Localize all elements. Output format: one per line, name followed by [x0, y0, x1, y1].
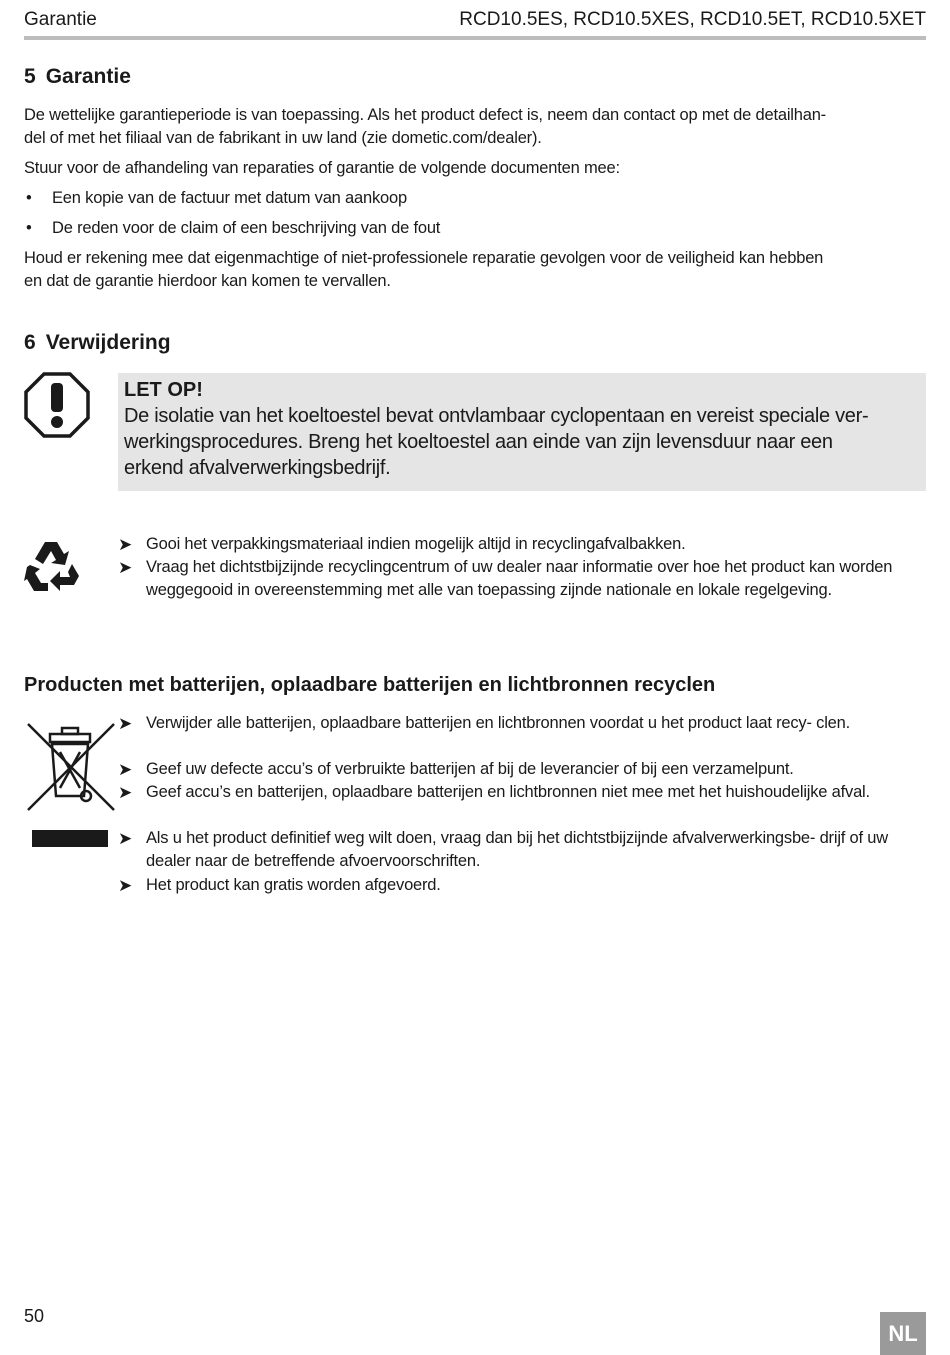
paragraph-line: en dat de garantie hierdoor kan komen te vervallen. — [24, 272, 391, 290]
page-number: 50 — [24, 1306, 45, 1326]
section-number: 5 — [24, 65, 36, 88]
page-header — [24, 8, 926, 32]
arrow-bullet-icon: ➤ — [118, 760, 133, 779]
paragraph-line: Houd er rekening mee dat eigenmachtige of niet-professionele reparatie gevolgen voor de veiligheid kan hebben — [24, 249, 824, 267]
arrow-bullet-icon: ➤ — [118, 558, 133, 577]
header-model-list: RCD10.5ES, RCD10.5XES, RCD10.5ET, RCD10.5XET — [459, 9, 926, 30]
bullet-marker: • — [26, 189, 32, 207]
list-item-text: Het product kan gratis worden afgevoerd. — [146, 876, 441, 894]
arrow-bullet-icon: ➤ — [118, 829, 133, 848]
section-number: 6 — [24, 331, 36, 354]
list-item — [118, 533, 918, 556]
notice-text — [124, 403, 920, 481]
notice-line: erkend afvalverwerkingsbedrijf. — [124, 457, 391, 479]
paragraph-line: del of met het filiaal van de fabrikant in uw land (zie dometic.com/dealer). — [24, 129, 542, 147]
section-heading-warranty — [24, 64, 131, 90]
list-item — [118, 781, 918, 804]
list-item — [118, 556, 918, 602]
notice-title: LET OP! — [124, 379, 203, 401]
notice-line: De isolatie van het koeltoestel bevat ontvlambaar cyclopentaan en vereist speciale ver- — [124, 405, 869, 427]
list-item-text: Gooi het verpakkingsmateriaal indien mogelijk altijd in recyclingafvalbakken. — [146, 535, 686, 553]
list-item-text: Een kopie van de factuur met datum van aankoop — [52, 189, 407, 207]
arrow-bullet-icon: ➤ — [118, 714, 133, 733]
list-item — [118, 758, 918, 781]
list-item-text: De reden voor de claim of een beschrijving van de fout — [52, 219, 441, 237]
warranty-paragraph-3 — [24, 247, 926, 293]
notice-box — [118, 373, 926, 491]
crossed-out-wheelie-bin-icon — [24, 718, 118, 850]
list-item-text: Geef uw defecte accu’s of verbruikte batterijen af bij de leverancier of bij een verzamelpunt. — [146, 760, 794, 778]
bullet-marker: • — [26, 219, 32, 237]
section-title: Garantie — [45, 65, 131, 88]
recycling-icon — [24, 538, 82, 594]
header-divider — [24, 36, 926, 40]
arrow-bullet-icon: ➤ — [118, 535, 133, 554]
arrow-bullet-icon: ➤ — [118, 876, 133, 895]
section-heading-disposal — [24, 330, 171, 356]
list-item — [118, 827, 918, 873]
list-item-text: Verwijder alle batterijen, oplaadbare batterijen en lichtbronnen voordat u het product laat recy- clen. — [146, 714, 851, 732]
list-item-text: Geef accu’s en batterijen, oplaadbare batterijen en lichtbronnen niet mee met het huishoudelijke afval. — [146, 783, 870, 801]
subsection-heading-batteries: Producten met batterijen, oplaadbare batterijen en lichtbronnen recyclen — [24, 674, 716, 696]
list-item — [118, 712, 918, 735]
warranty-paragraph-2: Stuur voor de afhandeling van reparaties of garantie de volgende documenten mee: — [24, 159, 620, 177]
header-section-title: Garantie — [24, 9, 97, 30]
paragraph-line: De wettelijke garantieperiode is van toepassing. Als het product defect is, neem dan contact op met de detailhan- — [24, 106, 826, 124]
notice-line: werkingsprocedures. Breng het koeltoestel aan einde van zijn levensduur naar een — [124, 431, 833, 453]
list-item-text: Vraag het dichtstbijzijnde recyclingcentrum of uw dealer naar informatie over hoe het product kan worden weggegooid in overeenstemming met alle van toepassing zijnde nationale en lokale regelgeving. — [146, 558, 893, 599]
warranty-paragraph-1 — [24, 104, 926, 150]
list-item-text: Als u het product definitief weg wilt doen, vraag dan bij het dichtstbijzijnde afvalverwerkingsbe- drijf of uw dealer naar de betreffende afvoervoorschriften. — [146, 829, 888, 870]
language-badge: NL — [880, 1312, 926, 1355]
arrow-bullet-icon: ➤ — [118, 783, 133, 802]
section-title: Verwijdering — [45, 331, 171, 354]
exclamation-octagon-icon — [24, 372, 90, 438]
list-item — [118, 874, 918, 897]
